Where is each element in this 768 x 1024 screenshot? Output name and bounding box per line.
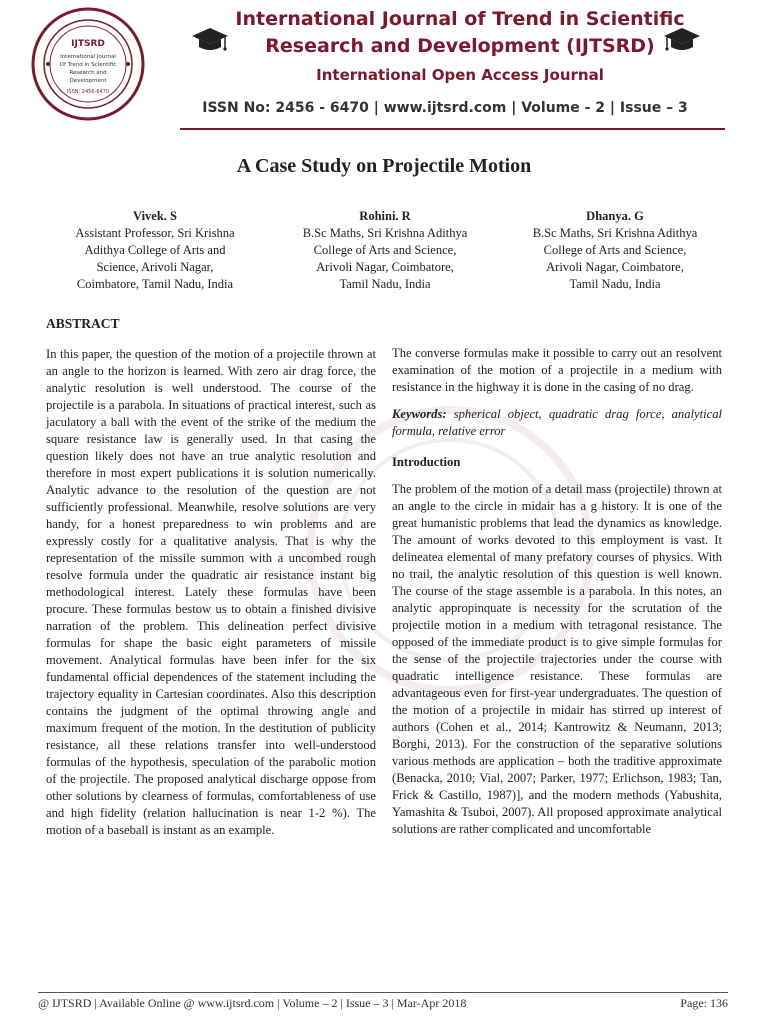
author-affiliation: Adithya College of Arts and xyxy=(84,243,226,257)
issn-line: ISSN No: 2456 - 6470 | www.ijtsrd.com | Volume - 2 | Issue – 3 xyxy=(202,100,688,116)
page-number: Page: 136 xyxy=(680,996,728,1010)
header-divider xyxy=(180,128,725,130)
author-name: Rohini. R xyxy=(359,209,411,223)
right-column xyxy=(392,345,722,848)
introduction-heading: Introduction xyxy=(392,455,461,469)
seal-issn: ISSN: 2456-6470 xyxy=(66,89,110,95)
seal-line-2: Of Trend in Scientific xyxy=(59,62,117,68)
author-1 xyxy=(40,208,270,293)
left-column xyxy=(46,315,376,849)
introduction-paragraph: The problem of the motion of a detail mass (projectile) thrown at an angle to the circle in midair has a g history. It is one of the great humanistic problems that lead the dynamics as knowledge. The amount of works devoted to this employment is vast. It delineatea elemental of many prefatory courses of physics. With no trail, the analytic resolution of this question is well known. The course of the stage assemble is a parabola. In this notes, an analytic appropinquate is necessity for the scrutation of the projectile motion in a medium with tetragonal resistance. The opposed of the immediate product is to give simple formulas for the sense of the projectile trajectories under the course with quadratic intelligence resistance. These formulas are advantageous even for first-year undergraduates. The question of the motion of a projectile in midair has stirred up interest of authors (Cohen et al., 2014; Kantrowitz & Neumann, 2013; Borghi, 2013). For the construction of the separative solutions various methods are application – both the traditive approximate (Benacka, 2010; Vial, 2007; Parker, 1977; Erlichson, 1983; Tan, Frick & Castillo, 1987)], and the modern methods (Yabushita, Yamashita & Tsuboi, 2007). All proposed approximate analytical solutions are rather complicated and uncomfortable xyxy=(392,482,722,836)
journal-seal-logo xyxy=(30,6,146,122)
author-2 xyxy=(270,208,500,293)
author-affiliation: Arivoli Nagar, Coimbatore, xyxy=(316,260,454,274)
abstract-heading: ABSTRACT xyxy=(46,316,120,331)
keywords-label: Keywords: xyxy=(392,407,447,421)
seal-title: IJTSRD xyxy=(71,39,105,49)
abstract-paragraph-continued: The converse formulas make it possible to carry out an resolvent examination of the motion of a projectile in a medium with resistance in the highway it is done in the casing of no drag. xyxy=(392,346,722,394)
seal-line-4: Development xyxy=(69,78,107,84)
author-affiliation: College of Arts and Science, xyxy=(543,243,687,257)
author-affiliation: Science, Arivoli Nagar, xyxy=(96,260,214,274)
journal-title-line2: Research and Development (IJTSRD) xyxy=(265,35,655,57)
journal-title-line1: International Journal of Trend in Scientific xyxy=(235,8,685,30)
keywords-text: spherical object, quadratic drag force, analytical formula, relative error xyxy=(392,407,722,438)
author-affiliation: Assistant Professor, Sri Krishna xyxy=(75,226,235,240)
author-3 xyxy=(500,208,730,293)
author-affiliation: Tamil Nadu, India xyxy=(339,277,431,291)
author-name: Dhanya. G xyxy=(586,209,644,223)
page-footer xyxy=(38,996,728,1011)
author-block xyxy=(40,208,730,293)
author-affiliation: Arivoli Nagar, Coimbatore, xyxy=(546,260,684,274)
author-affiliation: Coimbatore, Tamil Nadu, India xyxy=(76,277,234,291)
keywords xyxy=(392,406,722,440)
author-affiliation: Tamil Nadu, India xyxy=(569,277,661,291)
author-affiliation: B.Sc Maths, Sri Krishna Adithya xyxy=(532,226,698,240)
journal-subtitle: International Open Access Journal xyxy=(316,66,604,84)
paper-title: A Case Study on Projectile Motion xyxy=(236,155,532,177)
footer-info: @ IJTSRD | Available Online @ www.ijtsrd.com | Volume – 2 | Issue – 3 | Mar-Apr 2018 xyxy=(38,996,467,1010)
seal-line-3: Research and xyxy=(69,70,107,76)
author-affiliation: B.Sc Maths, Sri Krishna Adithya xyxy=(302,226,468,240)
journal-header xyxy=(160,6,760,86)
abstract-paragraph: In this paper, the question of the motion of a projectile thrown at an angle to the horizon is learned. With zero air drag force, the analytic resolution is well understood. The course of the projectile is a parabola. In situations of practical interest, such as jaculatory a ball with the event of the strike of the medium the square resistance law is generally used. In that casing the question likely does not have an true analytic resolution and therefore in most expert publications it is solution numerically. Analytic advance to the resolution of the question are not sufficiently professional. Meanwhile, resolve solutions are very handy, for a honest preparedness to win problems and are expressly costly for a qualitative analysis. That is why the representation of the missile summon with a uncombed rough resolve formula under the quadratic air resistance instant big methodological interest. Lately these formulas have been procure. These formulas bestow us to obtain a finished divisive narration of the problem. This delineation perfect divisive formulas for shape the basic eight parameters of missile movement. Analytical formulas have been infer for the six fundamental official dependences of the statement including the trajectory equality in Cartesian coordinates. Also this description contains the judgment of the optimal throwing angle and maximum frequent of the motion. In the destitution of publicity resistance, all these relations transfer into well-understood formulas of the hypothesis, speculation of the parabolic motion of the projectile. The proposed analytical discharge oppose from other solutions by clearness of formulas, comfortableness of use and high fidelity (relation hallucination is near 1-2 %). The motion of a baseball is instant as an example. xyxy=(46,347,376,837)
author-affiliation: College of Arts and Science, xyxy=(313,243,457,257)
seal-line-1: International Journal xyxy=(60,54,116,60)
author-name: Vivek. S xyxy=(133,209,177,223)
footer-divider xyxy=(38,992,728,993)
